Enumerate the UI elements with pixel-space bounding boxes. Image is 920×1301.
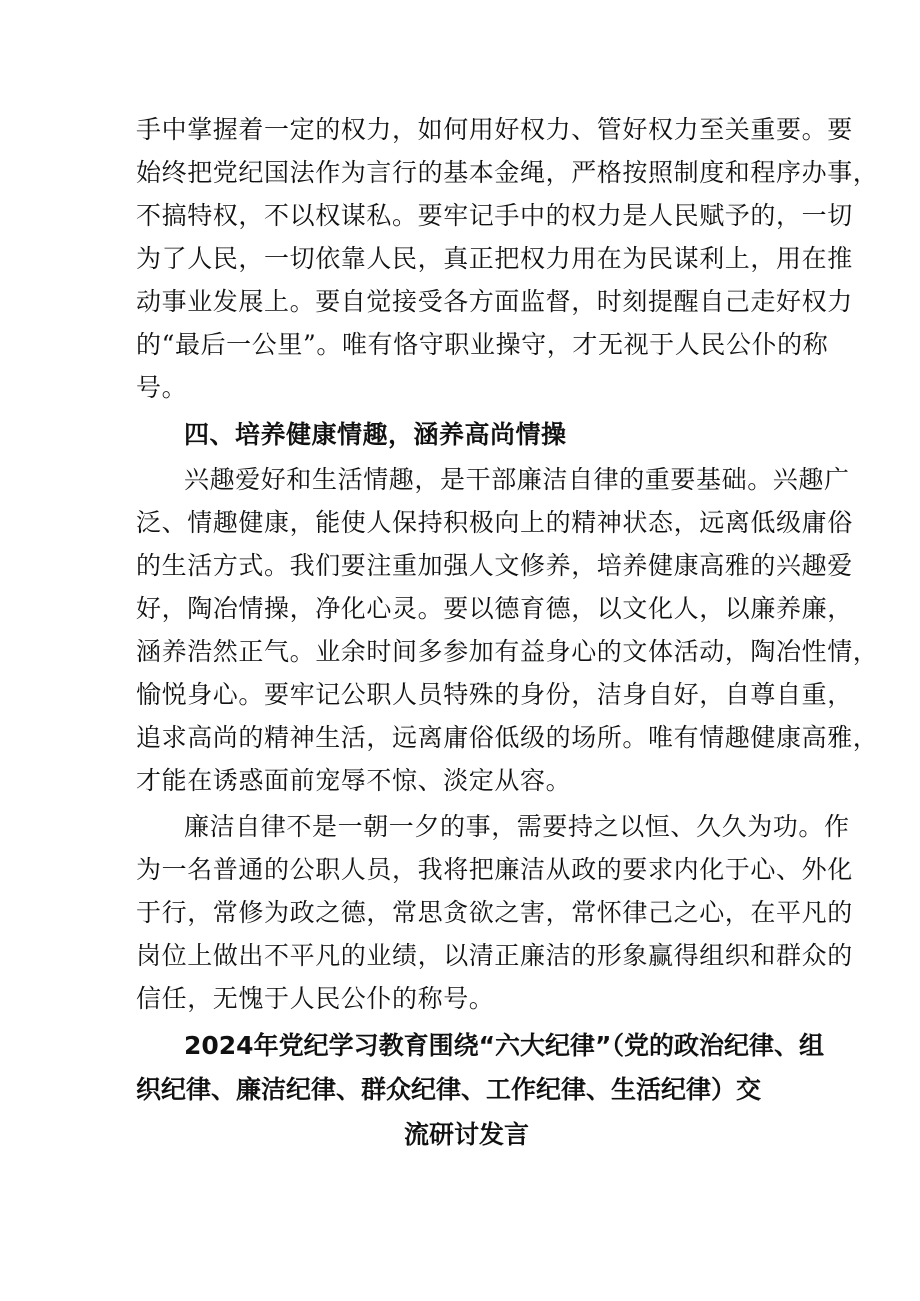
text-line: 涵养浩然正气。业余时间多参加有益身心的文体活动，陶冶性情， xyxy=(136,637,879,666)
text-line: 信任，无愧于人民公仆的称号。 xyxy=(136,984,495,1013)
text-line: 好，陶冶情操，净化心灵。要以德育德，以文化人，以廉养廉， xyxy=(136,594,853,623)
text-line: 动事业发展上。要自觉接受各方面监督，时刻提醒自己走好权力 xyxy=(136,287,853,316)
text-line: 岗位上做出不平凡的业绩，以清正廉洁的形象赢得组织和群众的 xyxy=(136,941,853,970)
text-line: 号。 xyxy=(136,373,188,402)
text-line: 于行，常修为政之德，常思贪欲之害，常怀律己之心，在平凡的 xyxy=(136,898,853,927)
text-line: 泛、情趣健康，能使人保持积极向上的精神状态，远离低级庸俗 xyxy=(136,508,853,537)
text-line: 愉悦身心。要牢记公职人员特殊的身份，洁身自好，自尊自重， xyxy=(136,680,853,709)
text-line: 手中掌握着一定的权力，如何用好权力、管好权力至关重要。要 xyxy=(136,115,853,144)
text-line: 不搞特权，不以权谋私。要牢记手中的权力是人民赋予的，一切 xyxy=(136,201,853,230)
text-line: 追求高尚的精神生活，远离庸俗低级的场所。唯有情趣健康高雅， xyxy=(136,723,879,752)
text-line: 廉洁自律不是一朝一夕的事，需要持之以恒、久久为功。作 xyxy=(184,812,850,841)
text-line: 的生活方式。我们要注重加强人文修养，培养健康高雅的兴趣爱 xyxy=(136,551,853,580)
text-line: 兴趣爱好和生活情趣，是干部廉洁自律的重要基础。兴趣广 xyxy=(184,465,850,494)
title-line: 流研讨发言 xyxy=(404,1120,530,1149)
text-line: 始终把党纪国法作为言行的基本金绳，严格按照制度和程序办事， xyxy=(136,158,879,187)
text-line: 为一名普通的公职人员，我将把廉洁从政的要求内化于心、外化 xyxy=(136,855,853,884)
text-line: 为了人民，一切依靠人民，真正把权力用在为民谋利上，用在推 xyxy=(136,244,853,273)
title-line: 织纪律、廉洁纪律、群众纪律、工作纪律、生活纪律）交 xyxy=(136,1075,762,1104)
text-line: 才能在诱惑面前宠辱不惊、淡定从容。 xyxy=(136,766,572,795)
section-heading: 四、培养健康情趣，涵养高尚情操 xyxy=(184,420,567,449)
title-line: 2024年党纪学习教育围绕“六大纪律”（党的政治纪律、组 xyxy=(184,1031,824,1060)
text-line: 的“最后一公里”。唯有恪守职业操守，才无视于人民公仆的称 xyxy=(136,330,829,359)
